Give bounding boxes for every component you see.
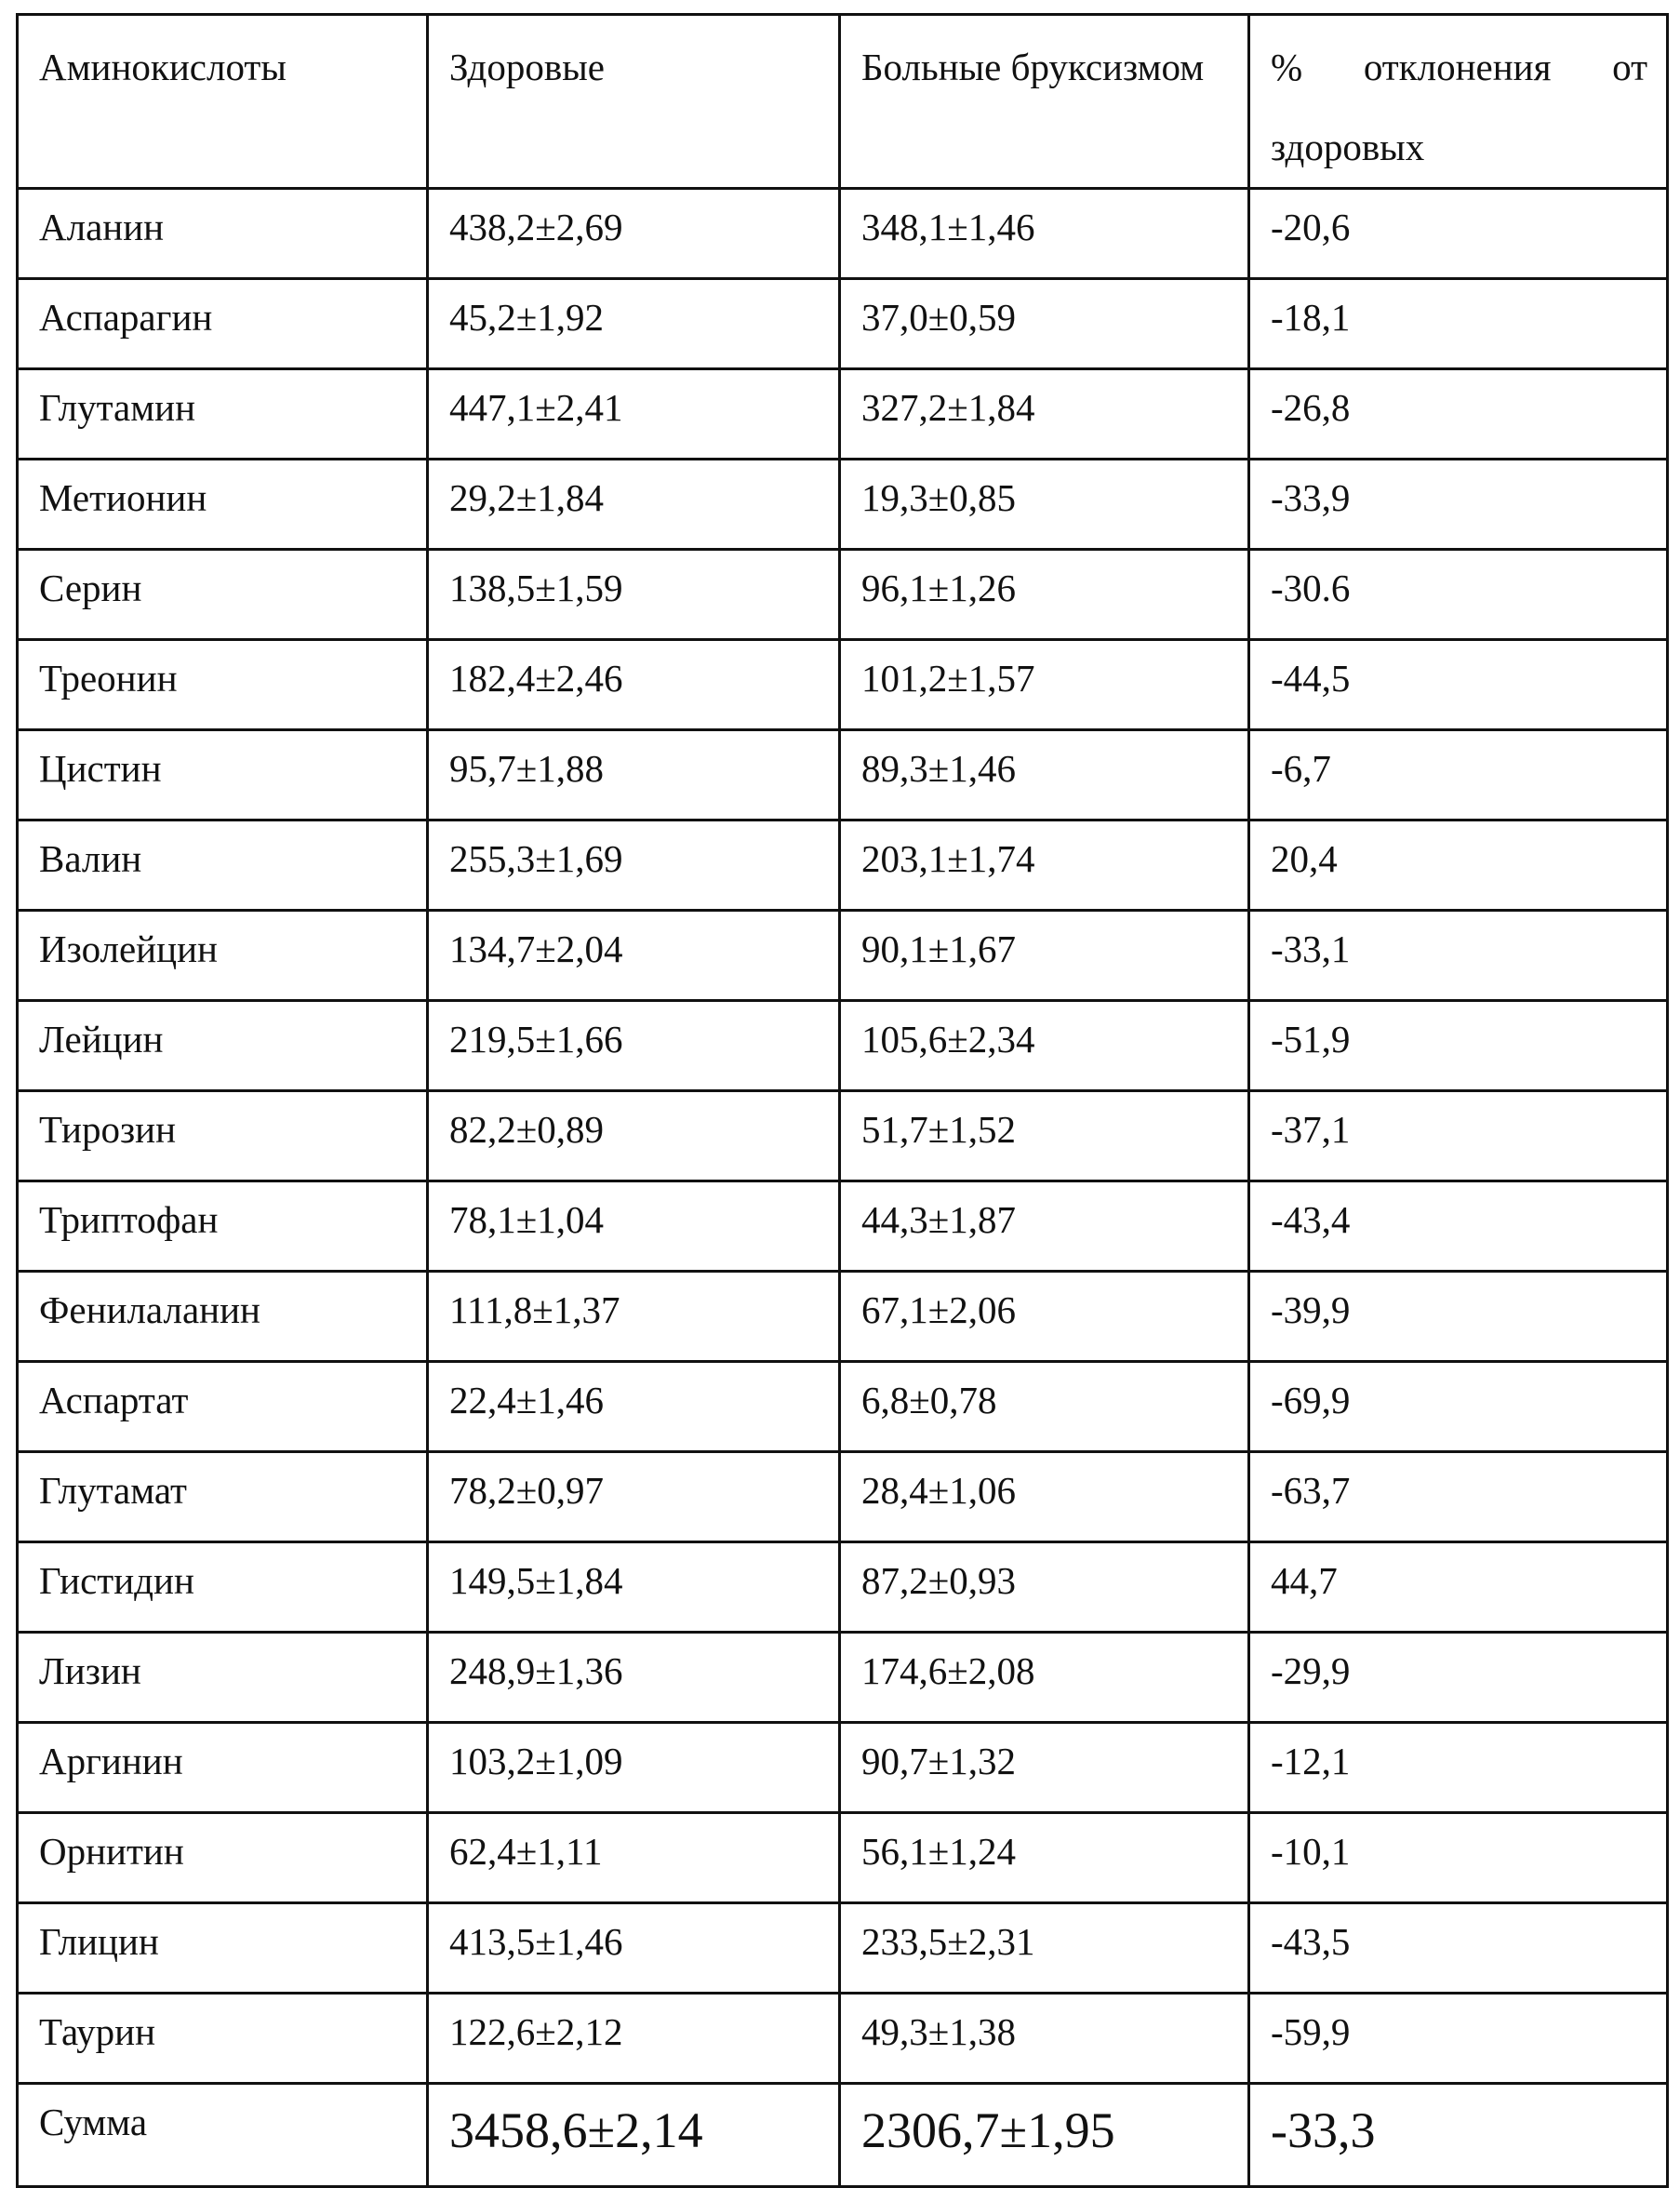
table-row [18, 1903, 1668, 1994]
cell-deviation-value: -51,9 [1249, 1001, 1668, 1091]
cell-patients-value: 89,3±1,46 [840, 730, 1249, 820]
total-row [18, 2084, 1668, 2187]
cell-patients-value: 348,1±1,46 [840, 189, 1249, 279]
table-row [18, 1001, 1668, 1091]
cell-healthy-value: 138,5±1,59 [428, 550, 840, 640]
cell-healthy-value: 78,1±1,04 [428, 1181, 840, 1272]
cell-healthy-value: 62,4±1,11 [428, 1813, 840, 1903]
cell-patients-value: 56,1±1,24 [840, 1813, 1249, 1903]
cell-amino-name: Фенилаланин [18, 1272, 428, 1362]
cell-deviation-value: -43,5 [1249, 1903, 1668, 1994]
cell-deviation-value: -20,6 [1249, 189, 1668, 279]
cell-deviation-value: -69,9 [1249, 1362, 1668, 1452]
cell-deviation-value: -43,4 [1249, 1181, 1668, 1272]
cell-deviation-value: -10,1 [1249, 1813, 1668, 1903]
cell-patients-value: 87,2±0,93 [840, 1542, 1249, 1633]
cell-healthy-value: 134,7±2,04 [428, 911, 840, 1001]
cell-patients-value: 101,2±1,57 [840, 640, 1249, 730]
cell-healthy-value: 413,5±1,46 [428, 1903, 840, 1994]
cell-amino-name: Изолейцин [18, 911, 428, 1001]
cell-amino-name: Аланин [18, 189, 428, 279]
cell-healthy-value: 149,5±1,84 [428, 1542, 840, 1633]
cell-deviation-value: -59,9 [1249, 1994, 1668, 2084]
cell-amino-name: Треонин [18, 640, 428, 730]
cell-deviation-value: -37,1 [1249, 1091, 1668, 1181]
cell-deviation-value: -33,9 [1249, 460, 1668, 550]
table-row [18, 279, 1668, 369]
total-label: Сумма [18, 2084, 428, 2187]
cell-patients-value: 67,1±2,06 [840, 1272, 1249, 1362]
total-deviation-value: -33,3 [1249, 2084, 1668, 2187]
cell-amino-name: Тирозин [18, 1091, 428, 1181]
cell-patients-value: 49,3±1,38 [840, 1994, 1249, 2084]
cell-amino-name: Гистидин [18, 1542, 428, 1633]
table-row [18, 369, 1668, 460]
cell-deviation-value: -6,7 [1249, 730, 1668, 820]
cell-deviation-value: 20,4 [1249, 820, 1668, 911]
cell-deviation-value: -18,1 [1249, 279, 1668, 369]
table-row [18, 1272, 1668, 1362]
cell-healthy-value: 82,2±0,89 [428, 1091, 840, 1181]
table-row [18, 640, 1668, 730]
table-row [18, 1452, 1668, 1542]
cell-patients-value: 90,1±1,67 [840, 911, 1249, 1001]
table-row [18, 1091, 1668, 1181]
cell-healthy-value: 29,2±1,84 [428, 460, 840, 550]
cell-deviation-value: -30.6 [1249, 550, 1668, 640]
cell-amino-name: Серин [18, 550, 428, 640]
table-row [18, 460, 1668, 550]
table-row [18, 1994, 1668, 2084]
table-row [18, 1633, 1668, 1723]
cell-patients-value: 327,2±1,84 [840, 369, 1249, 460]
table-row [18, 911, 1668, 1001]
cell-amino-name: Валин [18, 820, 428, 911]
table-row [18, 730, 1668, 820]
cell-amino-name: Аспарагин [18, 279, 428, 369]
header-deviation: % отклонения от здоровых [1249, 15, 1668, 189]
cell-healthy-value: 122,6±2,12 [428, 1994, 840, 2084]
cell-patients-value: 90,7±1,32 [840, 1723, 1249, 1813]
cell-healthy-value: 182,4±2,46 [428, 640, 840, 730]
cell-deviation-value: -33,1 [1249, 911, 1668, 1001]
cell-deviation-value: -29,9 [1249, 1633, 1668, 1723]
cell-amino-name: Триптофан [18, 1181, 428, 1272]
header-amino-acids: Аминокислоты [18, 15, 428, 189]
cell-amino-name: Глутамат [18, 1452, 428, 1542]
cell-amino-name: Лизин [18, 1633, 428, 1723]
cell-patients-value: 174,6±2,08 [840, 1633, 1249, 1723]
cell-patients-value: 19,3±0,85 [840, 460, 1249, 550]
cell-patients-value: 105,6±2,34 [840, 1001, 1249, 1091]
cell-patients-value: 28,4±1,06 [840, 1452, 1249, 1542]
table-row [18, 1813, 1668, 1903]
cell-deviation-value: 44,7 [1249, 1542, 1668, 1633]
cell-deviation-value: -63,7 [1249, 1452, 1668, 1542]
header-patients: Больные бруксизмом [840, 15, 1249, 189]
cell-amino-name: Таурин [18, 1994, 428, 2084]
cell-amino-name: Метионин [18, 460, 428, 550]
cell-patients-value: 37,0±0,59 [840, 279, 1249, 369]
cell-patients-value: 203,1±1,74 [840, 820, 1249, 911]
cell-patients-value: 233,5±2,31 [840, 1903, 1249, 1994]
table-row [18, 1542, 1668, 1633]
cell-healthy-value: 95,7±1,88 [428, 730, 840, 820]
header-row [18, 15, 1668, 189]
header-healthy: Здоровые [428, 15, 840, 189]
cell-patients-value: 44,3±1,87 [840, 1181, 1249, 1272]
amino-acid-table [16, 13, 1669, 2188]
amino-acid-table-container [16, 13, 1666, 2188]
cell-patients-value: 96,1±1,26 [840, 550, 1249, 640]
cell-patients-value: 51,7±1,52 [840, 1091, 1249, 1181]
table-row [18, 820, 1668, 911]
cell-deviation-value: -26,8 [1249, 369, 1668, 460]
table-header [18, 15, 1668, 189]
cell-amino-name: Глутамин [18, 369, 428, 460]
table-row [18, 1723, 1668, 1813]
cell-healthy-value: 248,9±1,36 [428, 1633, 840, 1723]
cell-amino-name: Аргинин [18, 1723, 428, 1813]
cell-deviation-value: -39,9 [1249, 1272, 1668, 1362]
cell-healthy-value: 255,3±1,69 [428, 820, 840, 911]
cell-healthy-value: 219,5±1,66 [428, 1001, 840, 1091]
cell-amino-name: Цистин [18, 730, 428, 820]
cell-amino-name: Лейцин [18, 1001, 428, 1091]
cell-healthy-value: 45,2±1,92 [428, 279, 840, 369]
table-row [18, 1181, 1668, 1272]
cell-amino-name: Глицин [18, 1903, 428, 1994]
cell-healthy-value: 103,2±1,09 [428, 1723, 840, 1813]
total-healthy-value: 3458,6±2,14 [428, 2084, 840, 2187]
table-row [18, 189, 1668, 279]
cell-patients-value: 6,8±0,78 [840, 1362, 1249, 1452]
cell-healthy-value: 78,2±0,97 [428, 1452, 840, 1542]
cell-amino-name: Орнитин [18, 1813, 428, 1903]
cell-deviation-value: -44,5 [1249, 640, 1668, 730]
cell-deviation-value: -12,1 [1249, 1723, 1668, 1813]
cell-healthy-value: 447,1±2,41 [428, 369, 840, 460]
cell-amino-name: Аспартат [18, 1362, 428, 1452]
table-body [18, 189, 1668, 2187]
total-patients-value: 2306,7±1,95 [840, 2084, 1249, 2187]
cell-healthy-value: 438,2±2,69 [428, 189, 840, 279]
cell-healthy-value: 22,4±1,46 [428, 1362, 840, 1452]
table-row [18, 550, 1668, 640]
table-row [18, 1362, 1668, 1452]
cell-healthy-value: 111,8±1,37 [428, 1272, 840, 1362]
